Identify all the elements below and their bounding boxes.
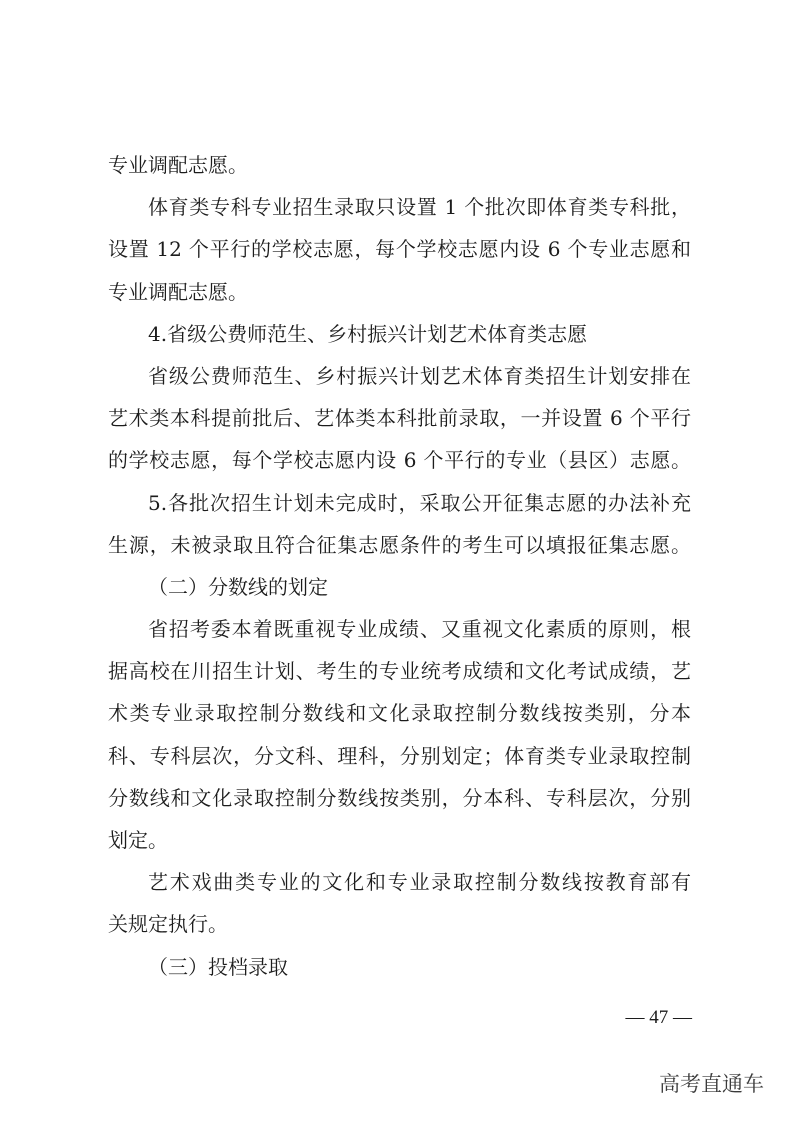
subsection-heading: [108, 313, 691, 355]
paragraph-line: 分数线和文化录取控制分数线按类别，分本科、专科层次，分别: [108, 785, 691, 810]
paragraph-line: 专业调配志愿。: [108, 153, 248, 177]
watermark: 高考直通车: [659, 1072, 764, 1096]
paragraph-line: 关规定执行。: [108, 912, 228, 937]
subsection-heading-text: 4.省级公费师范生、乡村振兴计划艺术体育类志愿: [148, 321, 588, 346]
paragraph-line: 艺术戏曲类专业的文化和专业录取控制分数线按教育部有: [148, 870, 691, 895]
paragraph-line: 体育类专科专业招生录取只设置 1 个批次即体育类专科批，: [148, 195, 691, 220]
body-text: [108, 144, 691, 988]
paragraph-line: 省级公费师范生、乡村振兴计划艺术体育类招生计划安排在: [148, 363, 691, 388]
section-heading-text: （二）分数线的划定: [148, 574, 328, 599]
paragraph-line: 据高校在川招生计划、考生的专业统考成绩和文化考试成绩，艺: [108, 659, 691, 684]
paragraph-line: 术类专业录取控制分数线和文化录取控制分数线按类别，分本: [108, 701, 691, 726]
paragraph-line: 专业调配志愿。: [108, 279, 248, 304]
page-number: — 47 —: [625, 1007, 692, 1028]
paragraph: [108, 144, 691, 186]
paragraph-line: 划定。: [108, 828, 168, 852]
section-heading: [108, 946, 691, 988]
paragraph: [108, 608, 691, 861]
paragraph-line: 省招考委本着既重视专业成绩、又重视文化素质的原则，根: [148, 617, 691, 642]
paragraph: [108, 186, 691, 313]
paragraph: [108, 482, 691, 566]
paragraph-line: 艺术类本科提前批后、艺体类本科批前录取，一并设置 6 个平行: [108, 406, 691, 431]
paragraph-line: 的学校志愿，每个学校志愿内设 6 个平行的专业（县区）志愿。: [108, 448, 691, 473]
paragraph-line: 科、专科层次，分文科、理科，分别划定；体育类专业录取控制: [108, 743, 691, 768]
paragraph-line: 5.各批次招生计划未完成时，采取公开征集志愿的办法补充: [148, 490, 691, 515]
paragraph: [108, 355, 691, 482]
paragraph-line: 设置 12 个平行的学校志愿，每个学校志愿内设 6 个专业志愿和: [108, 237, 691, 262]
paragraph-line: 生源，未被录取且符合征集志愿条件的考生可以填报征集志愿。: [108, 532, 691, 557]
section-heading: [108, 566, 691, 608]
paragraph: [108, 861, 691, 945]
section-heading-text: （三）投档录取: [148, 954, 288, 979]
